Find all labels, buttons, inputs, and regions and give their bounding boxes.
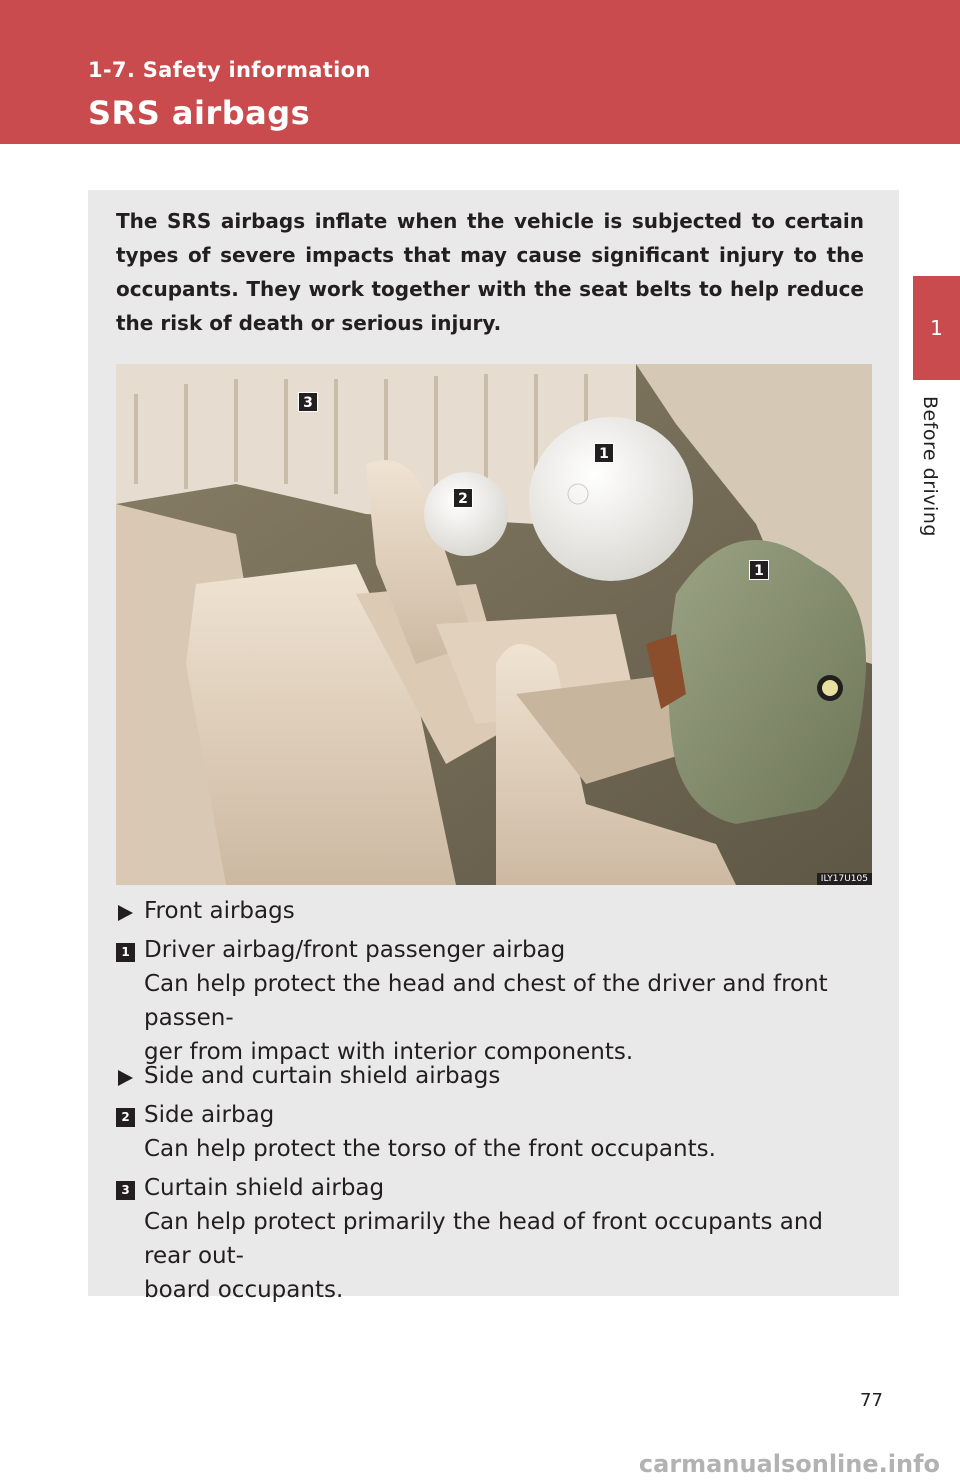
item-desc-line: Can help protect the head and chest of the driver and front passen- bbox=[144, 971, 828, 1031]
page-title: SRS airbags bbox=[88, 94, 311, 132]
callout-3: 3 bbox=[298, 392, 318, 412]
passenger-front-airbag-shape bbox=[529, 417, 693, 581]
item-title: Side airbag bbox=[144, 1102, 275, 1128]
intro-paragraph: The SRS airbags inflate when the vehicle is subjected to certain types of severe impacts that may cause significant injury to the occupants. They work together with the seat belts to help reduce the risk of death or serious injury. bbox=[116, 209, 864, 335]
number-badge: 2 bbox=[116, 1108, 135, 1127]
item-desc-line: Can help protect the torso of the front occupants. bbox=[144, 1136, 716, 1162]
side-airbag-shape bbox=[424, 472, 508, 556]
group-heading-text: Side and curtain shield airbags bbox=[144, 1063, 501, 1089]
item-desc-line: Can help protect primarily the head of front occupants and rear out- bbox=[144, 1209, 824, 1269]
group-heading-side-curtain bbox=[116, 1059, 876, 1093]
header-banner bbox=[0, 0, 960, 144]
vehicle-interior-drawing bbox=[116, 364, 872, 885]
chapter-label: Before driving bbox=[919, 396, 941, 537]
list-item-driver-passenger-airbag bbox=[116, 933, 876, 1069]
item-title: Driver airbag/front passenger airbag bbox=[144, 937, 566, 963]
group-heading-front bbox=[116, 894, 876, 928]
callout-1-driver: 1 bbox=[749, 560, 769, 580]
chapter-tab[interactable] bbox=[913, 276, 960, 380]
list-item-curtain-shield-airbag bbox=[116, 1171, 876, 1307]
triangle-bullet-icon bbox=[118, 1070, 133, 1086]
triangle-bullet-icon bbox=[118, 905, 133, 921]
group-heading-text: Front airbags bbox=[144, 898, 295, 924]
list-item-side-airbag bbox=[116, 1098, 876, 1166]
item-desc-line: board occupants. bbox=[144, 1277, 344, 1303]
callout-1-passenger: 1 bbox=[594, 443, 614, 463]
item-title: Curtain shield airbag bbox=[144, 1175, 385, 1201]
watermark: carmanualsonline.info bbox=[638, 1450, 940, 1478]
number-badge: 3 bbox=[116, 1181, 135, 1200]
content-box bbox=[88, 190, 899, 1303]
section-label: 1-7. Safety information bbox=[88, 58, 371, 82]
image-code: ILY17U105 bbox=[817, 873, 872, 885]
callout-2: 2 bbox=[453, 488, 473, 508]
chapter-number: 1 bbox=[930, 316, 943, 340]
airbag-illustration bbox=[116, 364, 872, 885]
number-badge: 1 bbox=[116, 943, 135, 962]
page-number: 77 bbox=[860, 1390, 883, 1411]
item-desc-line: ger from impact with interior components. bbox=[144, 1039, 634, 1065]
